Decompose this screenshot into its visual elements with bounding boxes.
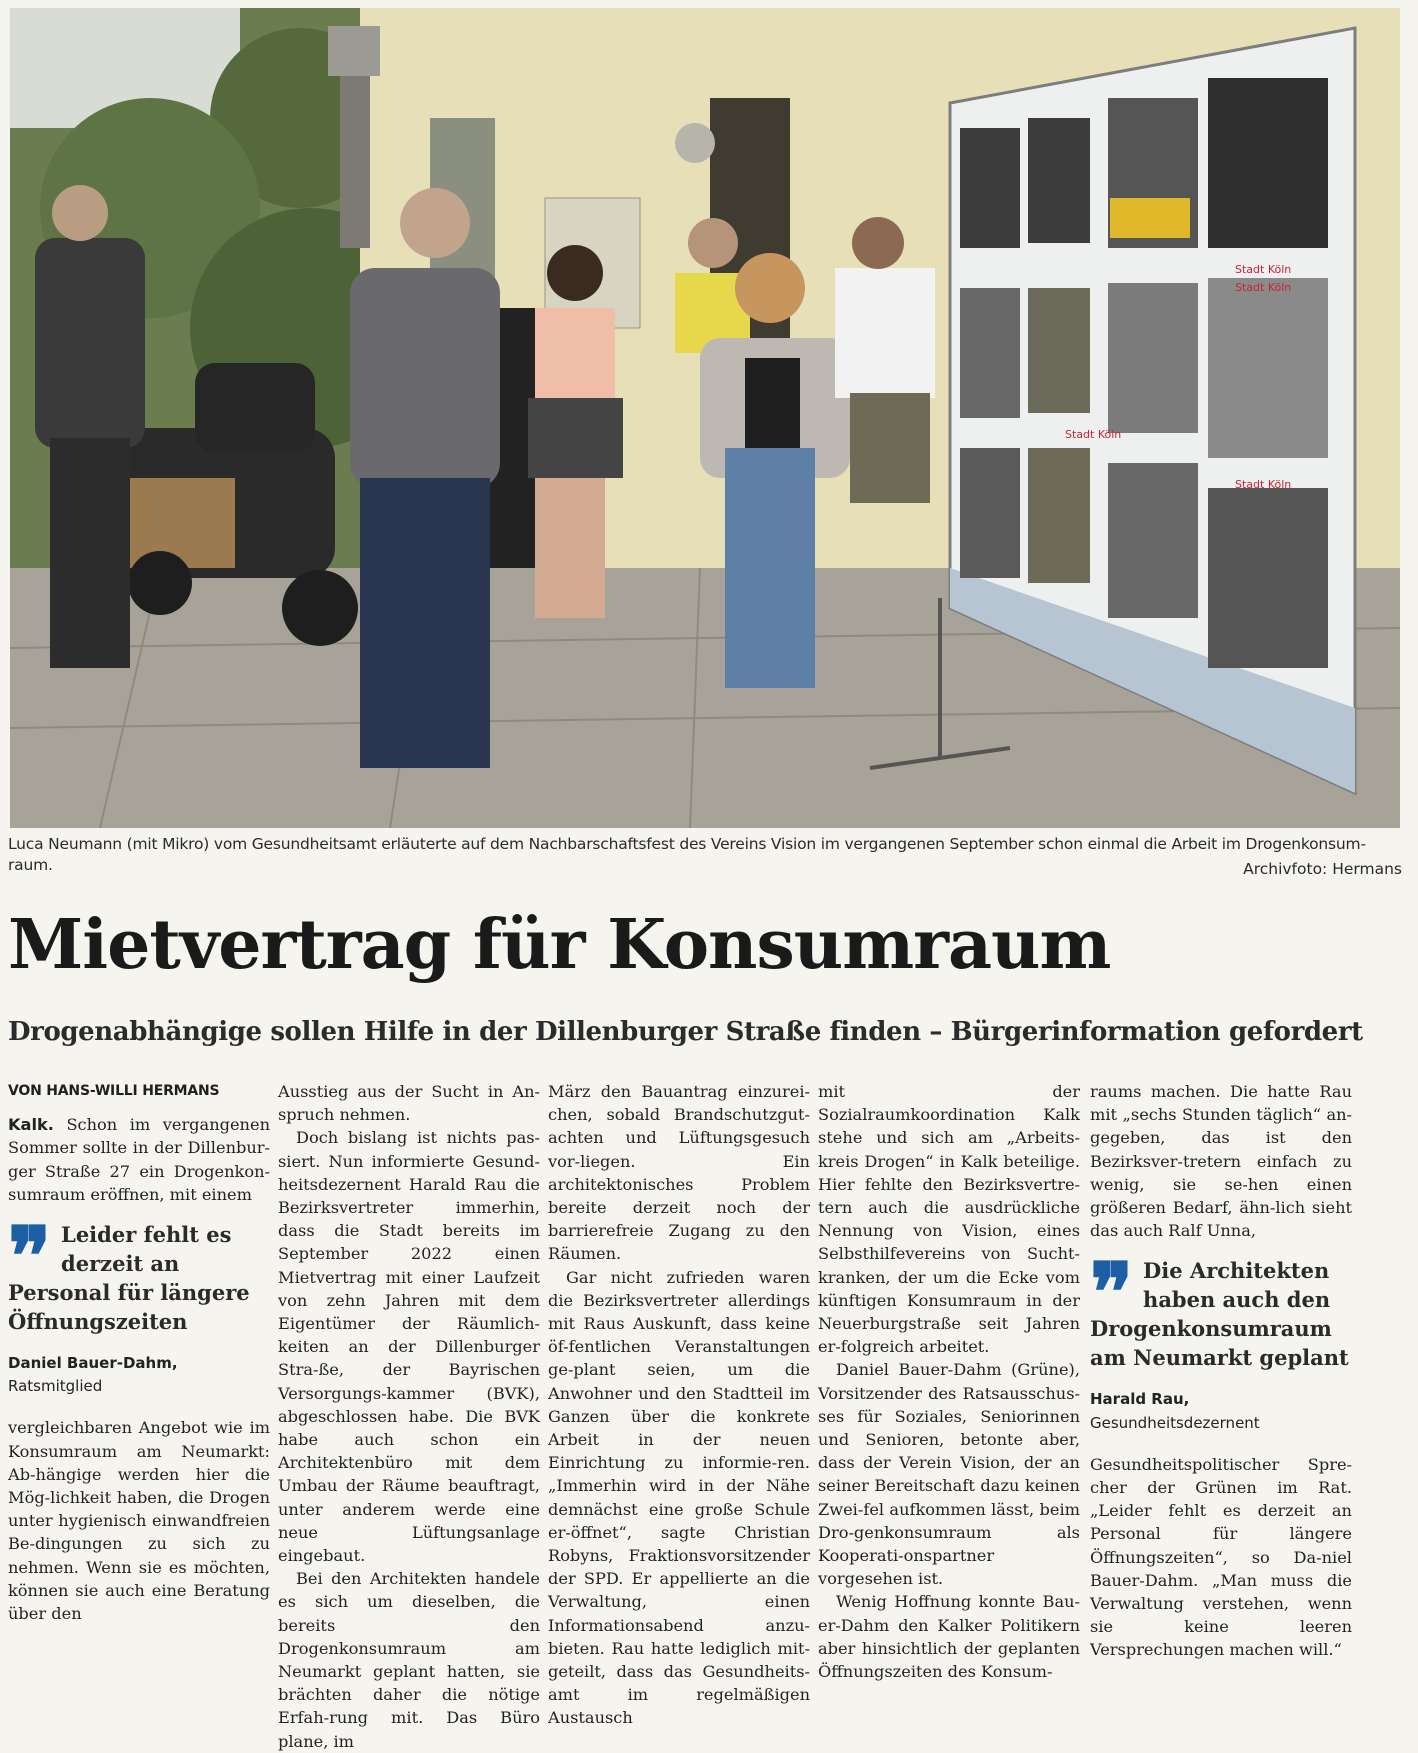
pull-quote-role: Gesundheitsdezernent [1090,1413,1260,1432]
article-paragraph: Daniel Bauer-Dahm (Grüne), Vorsitzender des Ratsausschus-ses für Soziales, Seniorinnen und Senioren, betonte aber, dass der Verein Vision, der an seiner Bereitschaft dazu keinen Zwei-fel aufkommen lässt, beim Dro-genkonsumraum als Kooperati-onspartner vorgesehen ist. [818,1360,1080,1589]
article-column-1 [8,1080,270,1625]
sign-text: Stadt Köln [1235,281,1292,294]
pull-quote-text: Leider fehlt es derzeit an Personal für längere Öffnungszeiten [8,1222,250,1335]
article-paragraph: März den Bauantrag einzurei-chen, sobald Brandschutzgut-achten und Lüftungsgesuch vor-liegen. Ein architektonisches Problem bereite derzeit noch der barrierefreie Zugang zu den Räumen. [548,1082,810,1264]
article-paragraph: Gar nicht zufrieden waren die Bezirksvertreter allerdings mit Raus Auskunft, dass keine öf-fentlichen Veranstaltungen ge-plant seien, um die Anwohner und den Stadtteil im Ganzen über die konkrete Arbeit in der neuen Einrichtung zu informie-ren. „Immerhin wird in der Nähe demnächst eine große Schule er-öffnet“, sagte Christian Robyns, Fraktionsvorsitzender der SPD. Er appellierte an die Verwaltung, einen Informationsabend anzu-bieten. Rau hatte lediglich mit-geteilt, dass das Gesundheits-amt im regelmäßigen Austausch [548,1267,810,1728]
article-photo [10,8,1400,828]
pull-quote-role: Ratsmitglied [8,1377,103,1396]
sign-text: Stadt Köln [1235,263,1292,276]
article-column-2 [278,1080,540,1753]
article-paragraph: mit der Sozialraumkoordination Kalk stehe und sich am „Arbeits-kreis Drogen“ in Kalk beteilige. Hier fehlte den Bezirksvertre-tern auch die ausdrückliche Nennung von Vision, eines Selbsthilfevereins von Sucht-kranken, der um die Ecke vom künftigen Konsumraum in der Neuerburgstraße seit Jahren er-folgreich arbeitet. [818,1082,1080,1357]
pull-quote-2 [1090,1245,1352,1434]
article-paragraph [8,1113,270,1206]
article-paragraph: vergleichbaren Angebot wie im Konsumraum am Neumarkt: Ab-hängige werden hier die Mög-lichkeit haben, die Drogen unter hygienisch einwandfreien Be-dingungen zu sich zu nehmen. Wenn sie es möchten, können sie auch eine Beratung über den [8,1418,270,1624]
pull-quote-1 [8,1209,270,1398]
pull-quote-author: Daniel Bauer-Dahm, [8,1354,178,1373]
photo-illustration [10,8,1400,828]
article-paragraph: Ausstieg aus der Sucht in An-spruch nehmen. [278,1082,540,1125]
paragraph-text: Schon im vergangenen Sommer sollte in der Dillenbur-ger Straße 27 ein Drogenkon-sumraum eröffnen, mit einem [8,1115,270,1204]
article-column-3 [548,1080,810,1730]
quote-mark-icon: ❞ [1090,1245,1134,1340]
sign-text: Stadt Köln [1065,428,1122,441]
article-column-4 [818,1080,1080,1683]
headline: Mietvertrag für Konsumraum [8,905,1111,985]
dateline: Kalk. [8,1115,54,1135]
pull-quote-text: Die Architekten haben auch den Drogenkonsumraum am Neumarkt geplant [1090,1258,1349,1371]
article-column-5 [1090,1080,1352,1662]
subheadline: Drogenabhängige sollen Hilfe in der Dillenburger Straße finden – Bürgerinformation gefordert [8,1017,1363,1047]
article-paragraph: Wenig Hoffnung konnte Bau-er-Dahm den Kalker Politikern aber hinsichtlich der geplanten Öffnungszeiten des Konsum- [818,1592,1080,1682]
article-paragraph: raums machen. Die hatte Rau mit „sechs Stunden täglich“ an-gegeben, das ist den Bezirksver-tretern einfach zu wenig, sie se-hen einen größeren Bedarf, ähn-lich sieht das auch Ralf Unna, [1090,1082,1352,1241]
article-paragraph: Bei den Architekten handele es sich um dieselben, die bereits den Drogenkonsumraum am Neumarkt geplant hatten, sie brächten daher die nötige Erfah-rung mit. Das Büro plane, im [278,1569,540,1751]
photo-credit: Archivfoto: Hermans [1243,860,1402,878]
quote-mark-icon: ❞ [8,1209,52,1304]
photo-caption: Luca Neumann (mit Mikro) vom Gesundheitsamt erläuterte auf dem Nachbarschaftsfest des Vereins Vision im vergangenen September schon einmal die Arbeit im Drogenkonsum-raum. [8,835,1366,874]
article-paragraph: Gesundheitspolitischer Spre-cher der Grünen im Rat. „Leider fehlt es derzeit an Personal für längere Öffnungszeiten“, so Da-niel Bauer-Dahm. „Man muss die Verwaltung verstehen, wenn sie keine leeren Versprechungen machen will.“ [1090,1454,1352,1660]
pull-quote-author: Harald Rau, [1090,1390,1190,1409]
article-paragraph: Doch bislang ist nichts pas-siert. Nun informierte Gesund-heitsdezernent Harald Rau die Bezirksvertreter immerhin, dass die Stadt bereits im September 2022 einen Mietvertrag mit einer Laufzeit von zehn Jahren mit dem Eigentümer der Räumlich-keiten an der Dillenburger Stra-ße, der Bayrischen Versorgungs-kammer (BVK), abgeschlossen habe. Die BVK habe auch schon ein Architektenbüro mit dem Umbau der Räume beauftragt, unter anderem werde eine neue Lüftungsanlage eingebaut. [278,1128,540,1566]
sign-text: Stadt Köln [1235,478,1292,491]
byline: VON HANS-WILLI HERMANS [8,1083,220,1099]
